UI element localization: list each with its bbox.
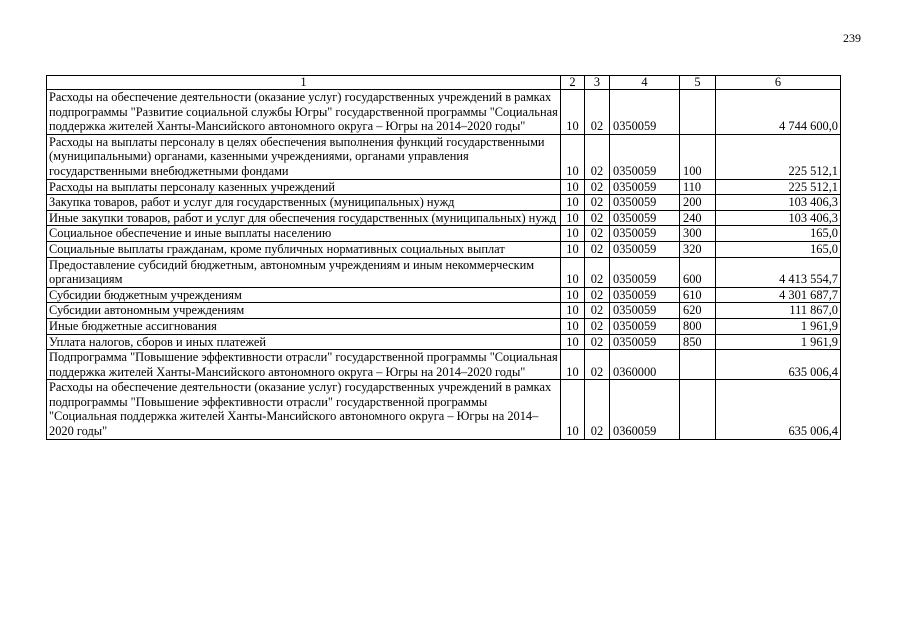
row-target-code-cell: 0350059 bbox=[610, 90, 680, 135]
row-amount-cell: 225 512,1 bbox=[716, 179, 841, 195]
table-row bbox=[47, 179, 841, 195]
row-amount-cell: 4 413 554,7 bbox=[716, 257, 841, 287]
row-subsection-cell: 02 bbox=[585, 226, 610, 242]
table-row bbox=[47, 210, 841, 226]
row-name-cell: Иные бюджетные ассигнования bbox=[47, 318, 561, 334]
header-col-3: 3 bbox=[585, 76, 610, 90]
row-expense-type-cell: 610 bbox=[680, 287, 716, 303]
row-subsection-cell: 02 bbox=[585, 334, 610, 350]
table-row bbox=[47, 318, 841, 334]
row-name-cell: Социальные выплаты гражданам, кроме публичных нормативных социальных выплат bbox=[47, 241, 561, 257]
table-row bbox=[47, 334, 841, 350]
row-subsection-cell: 02 bbox=[585, 287, 610, 303]
row-amount-cell: 1 961,9 bbox=[716, 318, 841, 334]
row-expense-type-cell: 620 bbox=[680, 303, 716, 319]
row-expense-type-cell bbox=[680, 90, 716, 135]
row-section-cell: 10 bbox=[561, 226, 585, 242]
row-amount-cell: 4 744 600,0 bbox=[716, 90, 841, 135]
row-name-cell: Расходы на выплаты персоналу казенных учреждений bbox=[47, 179, 561, 195]
row-expense-type-cell bbox=[680, 380, 716, 439]
row-amount-cell: 111 867,0 bbox=[716, 303, 841, 319]
row-name-cell: Иные закупки товаров, работ и услуг для обеспечения государственных (муниципальных) нужд bbox=[47, 210, 561, 226]
row-target-code-cell: 0350059 bbox=[610, 179, 680, 195]
row-amount-cell: 1 961,9 bbox=[716, 334, 841, 350]
row-expense-type-cell: 100 bbox=[680, 134, 716, 179]
header-row bbox=[47, 76, 841, 90]
row-name-cell: Расходы на обеспечение деятельности (оказание услуг) государственных учреждений в рамках подпрограммы "Повышение эффективности отрасли" государственной программы "Социальная поддержка жителей Ханты-Мансийского автономного округа – Югры на 2014–2020 годы" bbox=[47, 380, 561, 439]
header-col-5: 5 bbox=[680, 76, 716, 90]
row-name-cell: Закупка товаров, работ и услуг для государственных (муниципальных) нужд bbox=[47, 195, 561, 211]
header-col-4: 4 bbox=[610, 76, 680, 90]
table-row bbox=[47, 134, 841, 179]
row-section-cell: 10 bbox=[561, 380, 585, 439]
row-section-cell: 10 bbox=[561, 134, 585, 179]
table-row bbox=[47, 90, 841, 135]
row-amount-cell: 225 512,1 bbox=[716, 134, 841, 179]
row-amount-cell: 103 406,3 bbox=[716, 195, 841, 211]
row-target-code-cell: 0350059 bbox=[610, 287, 680, 303]
table-row bbox=[47, 241, 841, 257]
header-col-2: 2 bbox=[561, 76, 585, 90]
header-col-1: 1 bbox=[47, 76, 561, 90]
row-name-cell: Уплата налогов, сборов и иных платежей bbox=[47, 334, 561, 350]
table-header bbox=[47, 76, 841, 90]
row-section-cell: 10 bbox=[561, 287, 585, 303]
table-row bbox=[47, 226, 841, 242]
row-expense-type-cell: 600 bbox=[680, 257, 716, 287]
row-subsection-cell: 02 bbox=[585, 318, 610, 334]
row-section-cell: 10 bbox=[561, 303, 585, 319]
row-subsection-cell: 02 bbox=[585, 134, 610, 179]
row-target-code-cell: 0360000 bbox=[610, 350, 680, 380]
row-target-code-cell: 0350059 bbox=[610, 303, 680, 319]
row-section-cell: 10 bbox=[561, 210, 585, 226]
row-expense-type-cell: 110 bbox=[680, 179, 716, 195]
row-expense-type-cell: 320 bbox=[680, 241, 716, 257]
table-row bbox=[47, 303, 841, 319]
row-expense-type-cell bbox=[680, 350, 716, 380]
row-section-cell: 10 bbox=[561, 90, 585, 135]
table-row bbox=[47, 350, 841, 380]
row-target-code-cell: 0350059 bbox=[610, 210, 680, 226]
header-col-6: 6 bbox=[716, 76, 841, 90]
page-number: 239 bbox=[843, 31, 861, 45]
row-amount-cell: 635 006,4 bbox=[716, 380, 841, 439]
table-body bbox=[47, 90, 841, 440]
row-subsection-cell: 02 bbox=[585, 179, 610, 195]
row-name-cell: Подпрограмма "Повышение эффективности отрасли" государственной программы "Социальная поддержка жителей Ханты-Мансийского автономного округа – Югры на 2014–2020 годы" bbox=[47, 350, 561, 380]
row-target-code-cell: 0350059 bbox=[610, 318, 680, 334]
table-row bbox=[47, 380, 841, 439]
row-amount-cell: 635 006,4 bbox=[716, 350, 841, 380]
row-target-code-cell: 0360059 bbox=[610, 380, 680, 439]
row-subsection-cell: 02 bbox=[585, 303, 610, 319]
row-expense-type-cell: 850 bbox=[680, 334, 716, 350]
row-target-code-cell: 0350059 bbox=[610, 241, 680, 257]
row-section-cell: 10 bbox=[561, 195, 585, 211]
row-section-cell: 10 bbox=[561, 241, 585, 257]
row-subsection-cell: 02 bbox=[585, 90, 610, 135]
row-name-cell: Субсидии автономным учреждениям bbox=[47, 303, 561, 319]
row-expense-type-cell: 300 bbox=[680, 226, 716, 242]
row-expense-type-cell: 800 bbox=[680, 318, 716, 334]
row-subsection-cell: 02 bbox=[585, 380, 610, 439]
row-subsection-cell: 02 bbox=[585, 350, 610, 380]
budget-table bbox=[46, 75, 841, 440]
table-row bbox=[47, 195, 841, 211]
row-section-cell: 10 bbox=[561, 257, 585, 287]
row-expense-type-cell: 200 bbox=[680, 195, 716, 211]
row-name-cell: Социальное обеспечение и иные выплаты населению bbox=[47, 226, 561, 242]
row-subsection-cell: 02 bbox=[585, 241, 610, 257]
row-name-cell: Расходы на выплаты персоналу в целях обеспечения выполнения функций государственными (муниципальными) органами, казенными учреждениями, органами управления государственными внебюджетными фондами bbox=[47, 134, 561, 179]
row-section-cell: 10 bbox=[561, 179, 585, 195]
row-subsection-cell: 02 bbox=[585, 195, 610, 211]
row-target-code-cell: 0350059 bbox=[610, 257, 680, 287]
row-name-cell: Субсидии бюджетным учреждениям bbox=[47, 287, 561, 303]
row-target-code-cell: 0350059 bbox=[610, 195, 680, 211]
row-amount-cell: 165,0 bbox=[716, 226, 841, 242]
row-amount-cell: 103 406,3 bbox=[716, 210, 841, 226]
row-subsection-cell: 02 bbox=[585, 210, 610, 226]
row-amount-cell: 4 301 687,7 bbox=[716, 287, 841, 303]
row-target-code-cell: 0350059 bbox=[610, 226, 680, 242]
row-target-code-cell: 0350059 bbox=[610, 134, 680, 179]
row-section-cell: 10 bbox=[561, 334, 585, 350]
row-section-cell: 10 bbox=[561, 350, 585, 380]
row-subsection-cell: 02 bbox=[585, 257, 610, 287]
row-name-cell: Расходы на обеспечение деятельности (оказание услуг) государственных учреждений в рамках подпрограммы "Развитие социальной службы Югры" государственной программы "Социальная поддержка жителей Ханты-Мансийского автономного округа – Югры на 2014–2020 годы" bbox=[47, 90, 561, 135]
row-name-cell: Предоставление субсидий бюджетным, автономным учреждениям и иным некоммерческим организациям bbox=[47, 257, 561, 287]
row-amount-cell: 165,0 bbox=[716, 241, 841, 257]
row-section-cell: 10 bbox=[561, 318, 585, 334]
table-row bbox=[47, 257, 841, 287]
table-row bbox=[47, 287, 841, 303]
row-target-code-cell: 0350059 bbox=[610, 334, 680, 350]
row-expense-type-cell: 240 bbox=[680, 210, 716, 226]
